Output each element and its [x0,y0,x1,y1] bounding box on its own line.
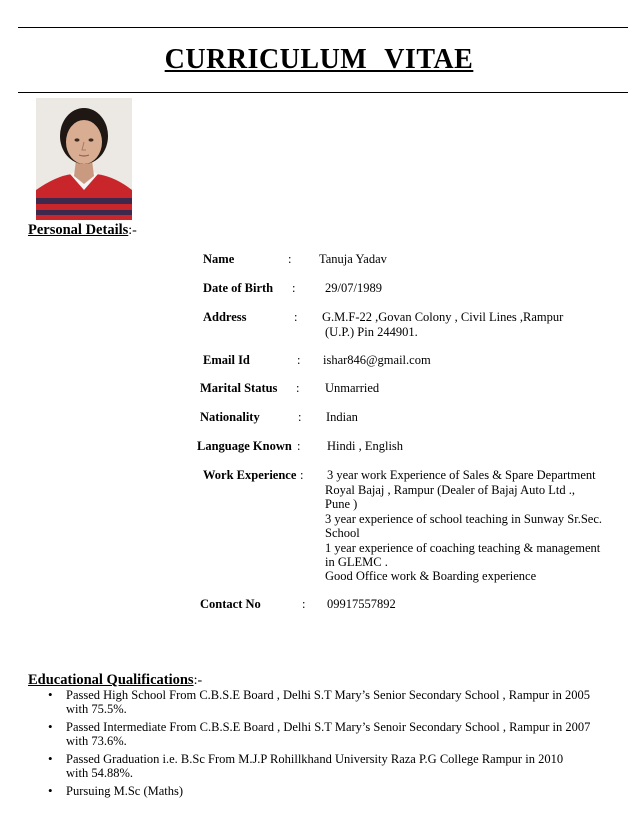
work-line-4: 3 year experience of school teaching in Sunway Sr.Sec. [325,512,602,526]
education-title: Educational Qualifications [28,672,194,688]
education-suffix: :- [193,673,203,688]
education-item-line-1: Passed High School From C.B.S.E Board , Delhi S.T Mary’s Senior Secondary School , Rampur in 2005 [66,688,591,702]
marital-status-label: Marital Status [200,381,278,395]
nationality-label: Nationality [200,410,260,424]
work-line-2: Royal Bajaj , Rampur (Dealer of Bajaj Auto Ltd ., [325,483,575,497]
education-item-line-2: with 54.88%. [66,766,134,780]
contact-colon: : [302,597,306,611]
work-line-1: 3 year work Experience of Sales & Spare Department [327,468,596,482]
nationality-colon: : [298,410,302,424]
marital-status-value: Unmarried [325,381,380,395]
work-experience-label: Work Experience [203,468,297,482]
email-value: ishar846@gmail.com [323,353,431,367]
work-line-8: Good Office work & Boarding experience [325,569,537,583]
page-title: CURRICULUM VITAE [164,44,474,75]
personal-details-title: Personal Details [28,222,129,238]
address-line-2: (U.P.) Pin 244901. [325,325,418,339]
education-item [48,752,618,780]
education-item-line-1: Passed Intermediate From C.B.S.E Board , Delhi S.T Mary’s Senoir Secondary School , Rampur in 2007 [66,720,591,734]
name-label: Name [203,252,235,266]
title-rule [18,92,628,93]
nationality-value: Indian [326,410,358,424]
work-line-3: Pune ) [325,497,358,511]
personal-details-suffix: :- [128,223,137,238]
education-item [48,688,618,716]
top-rule [18,27,628,28]
education-list [48,688,618,802]
work-line-7: in GLEMC . [325,555,388,569]
profile-photo [36,98,132,220]
language-value: Hindi , English [327,439,404,453]
contact-value: 09917557892 [327,597,396,611]
dob-value: 29/07/1989 [325,281,382,295]
address-colon: : [294,310,298,324]
education-item [48,784,618,798]
email-colon: : [297,353,301,367]
dob-label: Date of Birth [203,281,274,295]
work-experience-colon: : [300,468,304,482]
education-item-line-1: Pursuing M.Sc (Maths) [66,784,184,798]
name-value: Tanuja Yadav [319,252,387,266]
language-colon: : [297,439,301,453]
contact-label: Contact No [200,597,261,611]
address-label: Address [203,310,247,324]
education-item-line-2: with 75.5%. [66,702,127,716]
dob-colon: : [292,281,296,295]
address-line-1: G.M.F-22 ,Govan Colony , Civil Lines ,Rampur [322,310,564,324]
portrait-image [36,98,132,220]
education-item [48,720,618,748]
email-label: Email Id [203,353,250,367]
marital-status-colon: : [296,381,300,395]
education-item-line-2: with 73.6%. [66,734,127,748]
education-heading [28,672,202,689]
work-line-5: School [325,526,360,540]
name-colon: : [288,252,292,266]
education-item-line-1: Passed Graduation i.e. B.Sc From M.J.P Rohillkhand University Raza P.G College Rampur in 2010 [66,752,564,766]
personal-details-heading [28,222,137,239]
work-line-6: 1 year experience of coaching teaching & management [325,541,601,555]
language-label: Language Known [197,439,292,453]
